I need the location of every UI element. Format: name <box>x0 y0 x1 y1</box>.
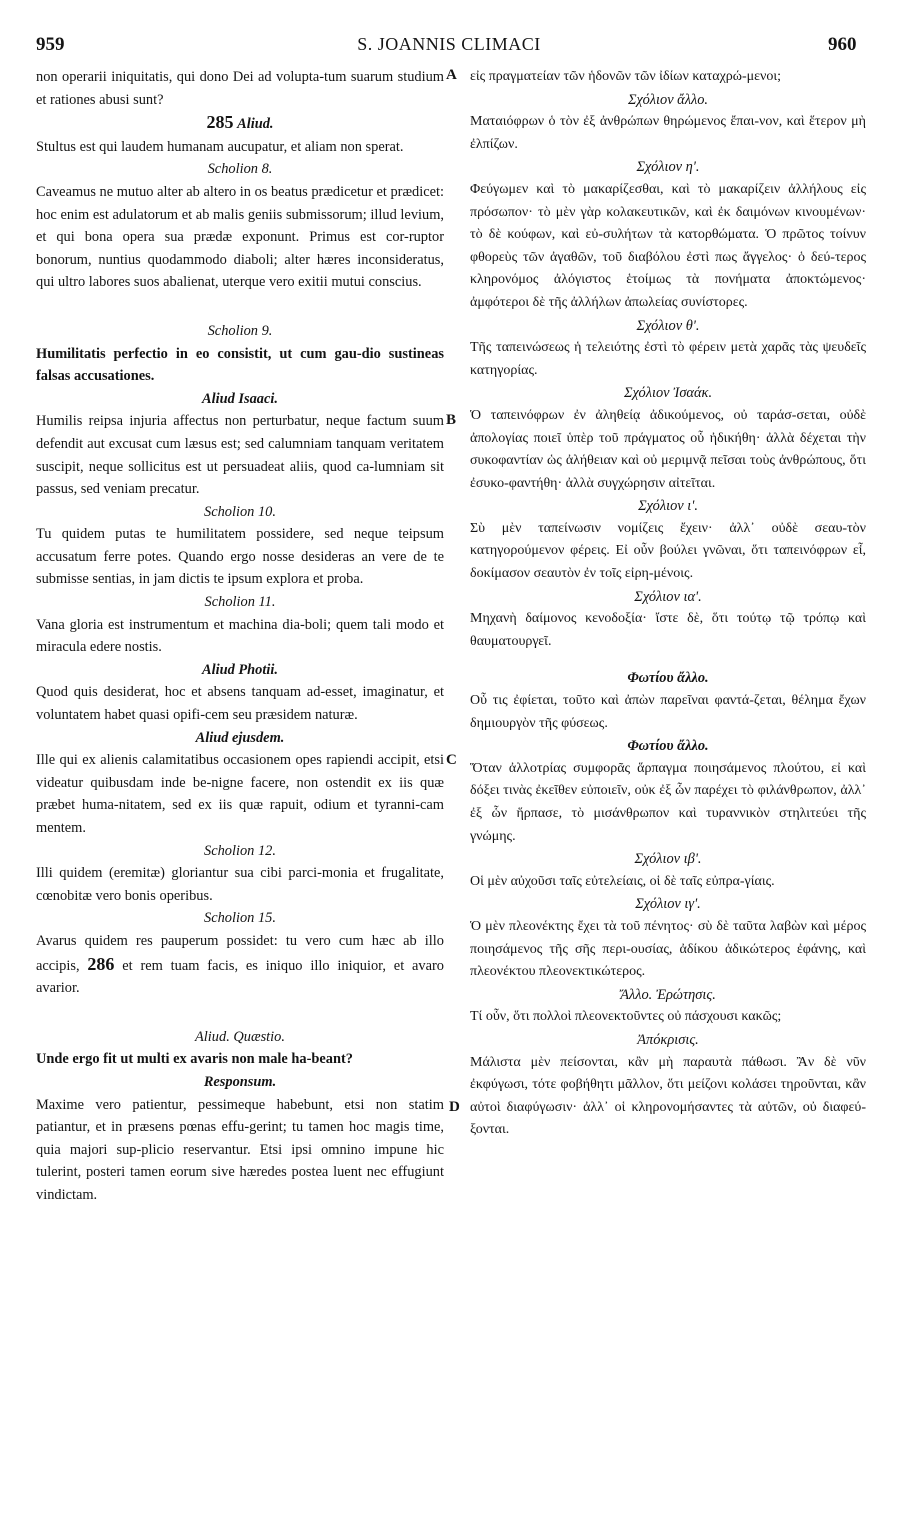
running-header <box>0 34 898 58</box>
section-heading: Σχόλιον ι'. <box>638 498 698 515</box>
section-heading: Aliud Photii. <box>202 661 278 678</box>
latin-paragraph: Ille qui ex alienis calamitatibus occasionem opes rapiendi accipit, etsi videatur quibusdam inde be-nigne facere, non ostendit ex iis quæ præbet huma-nitatem, sed ex iis quæ rapuit, odium et tyranni-cam mentem. <box>36 752 444 836</box>
column-number: 286 <box>87 953 115 974</box>
latin-paragraph: Illi quidem (eremitæ) gloriantur sua cibi parci-monia et frugalitate, cœnobitæ vero bonis operibus. <box>36 865 444 904</box>
greek-paragraph: εἰς πραγματείαν τῶν ἡδονῶν τῶν ἰδίων καταχρώ-μενοι; <box>470 69 782 84</box>
section-heading: Σχόλιον ἄλλο. <box>628 91 708 108</box>
latin-paragraph: Humilitatis perfectio in eo consistit, ut cum gau-dio sustineas falsas accusationes. <box>36 345 444 385</box>
greek-paragraph: Οὗ τις ἐφίεται, τοῦτο καὶ ἀπὼν παρεῖναι φαντά-ζεται, θέλημα ἔχων δημιουργὸν τῆς φύσεως. <box>470 693 866 731</box>
latin-paragraph <box>36 930 444 1000</box>
section-heading: Σχόλιον ιβ'. <box>634 851 702 868</box>
latin-paragraph: Unde ergo fit ut multi ex avaris non male ha-beant? <box>36 1051 353 1068</box>
latin-paragraph: Maxime vero patientur, pessimeque habebunt, etsi non statim patiantur, et in præsens pœnas effu-gerint; tu tamen hoc magis time, quia majori sup-plicio reservantur. Etsi ipsi omnino impune hic tulerint, posteri tamen eorum sive hæredes postea luent nec effugiunt vindictam. <box>36 1096 444 1203</box>
greek-paragraph: Μάλιστα μὲν πείσονται, κἂν μὴ παραυτὰ πάθωσι. Ἂν δὲ νῦν ἐκφύγωσι, τότε φοβήθητι μᾶλλον, ὅτι μείζονι κολάσει τηροῦνται, κἂν αὐτοὶ διαφύγωσιν· ἀλλ᾽ οἱ κληρονομήσαντες τὰ αὐτῶν, οὐ διαφεύ-ξονται. <box>470 1054 866 1138</box>
section-heading: Σχόλιον Ἰσαάκ. <box>623 385 713 402</box>
section-heading: Φωτίου ἄλλο. <box>627 670 709 687</box>
paragraph-text: et rem tuam facis, es iniquo illo iniquior, et avaro avarior. <box>36 957 444 997</box>
greek-paragraph: Τί οὖν, ὅτι πολλοὶ πλεονεκτοῦντες οὐ πάσχουσι κακῶς; <box>470 1009 782 1025</box>
section-heading: Φωτίου ἄλλο. <box>627 738 709 755</box>
latin-paragraph: Vana gloria est instrumentum et machina dia-boli; quem tali modo et miracula edere nostis. <box>36 616 444 656</box>
section-heading: Scholion 12. <box>204 842 276 859</box>
margin-letter-a: A <box>446 67 457 83</box>
section-heading: Aliud. Quæstio. <box>195 1028 285 1045</box>
paragraph-text: Avarus quidem res pauperum possidet: tu vero cum hæc ab illo accipis, <box>36 932 444 974</box>
greek-paragraph: Ὁ ταπεινόφρων ἐν ἀληθείᾳ ἀδικούμενος, οὐ ταράσ-σεται, οὐδὲ ἀπολογίας ποιεῖ ὑπὲρ τοῦ πράγματος οὗ ἠδικήθη· ἀλλὰ δέχεται τὴν συκοφαντίαν ὡς ἀλήθειαν καὶ οὐ μεριμνᾷ πεῖσαι τοὺς ἀνθρώπους, ὅτι ἐσυκο-φαντήθη· ἀλλὰ συγχώρησιν αἰτεῖται. <box>470 407 866 491</box>
greek-paragraph: Ὅταν ἀλλοτρίας συμφορᾶς ἅρπαγμα ποιησάμενος πλούτου, εἰ καὶ δόξει τινὰς ἐκεῖθεν εὐποιεῖν, οὐκ ἐξ ὧν παρέχει τὸ φιλάνθρωπον, ἀλλ᾽ ἐξ ὧν ἥρπασε, τὸ μισάνθρωπον καὶ τυραννικὸν στηλιτεύει τῆς γνώμης. <box>470 760 866 844</box>
section-heading: Scholion 8. <box>207 161 273 178</box>
latin-column <box>36 66 444 1207</box>
margin-letter-d: D <box>449 1099 460 1115</box>
section-heading: Ἄλλο. Ἐρώτησις. <box>620 986 716 1003</box>
greek-paragraph: Ὁ μὲν πλεονέκτης ἔχει τὰ τοῦ πένητος· σὺ δὲ ταῦτα λαβὼν καὶ μέρος ποιησάμενος τῆς σῆς περι-ουσίας, ἀδίκου ἀδικώτερος ἐφάνης, καὶ πλεονέκτου πλεονεκτικώτερος. <box>470 918 866 980</box>
greek-paragraph: Φεύγωμεν καὶ τὸ μακαρίζεσθαι, καὶ τὸ μακαρίζειν ἀλλήλους εἰς πρόσωπον· τὸ μὲν γὰρ κολακευτικῶν, καὶ ἐκ δαιμόνων κινουμένων· τὸ δὲ κούφων, καὶ εὐ-συλήτων τὰ κατορθώματα. Ὁ πρῶτος τοίνυν φθορεὺς τῶν ἀγαθῶν, τοῦ διαβόλου ἐστὶ πως ἄγγελος· ὁ δεύ-τερος κληρονόμος ἀλόγιστος ἑτοίμως τὰ πονήματα ἀποκτώμενος· ἀμφότεροι δὲ τῆς ἀλλήλων ἀπωλείας συνίστορες. <box>470 181 866 310</box>
greek-column <box>470 66 866 1142</box>
section-heading: Aliud Isaaci. <box>202 390 278 407</box>
section-heading: Scholion 15. <box>204 910 276 927</box>
section-heading: Σχόλιον η'. <box>636 159 700 176</box>
latin-paragraph: non operarii iniquitatis, qui dono Dei ad volupta-tum suarum studium et rationes abusi sunt? <box>36 69 444 108</box>
page-number-right: 960 <box>828 34 857 55</box>
greek-paragraph: Ματαιόφρων ὁ τὸν ἐξ ἀνθρώπων θηρώμενος ἔπαι-νον, καὶ ἕτερον μὴ ἐλπίζων. <box>470 114 866 152</box>
margin-letter-c: C <box>446 752 457 768</box>
section-heading: Σχόλιον ια'. <box>634 588 702 605</box>
running-title: S. JOANNIS CLIMACI <box>357 34 541 54</box>
greek-paragraph: Τῆς ταπεινώσεως ἡ τελειότης ἐστὶ τὸ φέρειν μετὰ χαρᾶς τὰς ψευδεῖς κατηγορίας. <box>470 340 866 378</box>
section-heading: Ἀπόκρισις. <box>637 1031 699 1048</box>
section-heading: Aliud ejusdem. <box>195 729 285 746</box>
latin-paragraph: Quod quis desiderat, hoc et absens tanquam ad-esset, imaginatur, et voluntatem habet quasi opifi-cem seu præsidem naturæ. <box>36 684 444 724</box>
latin-paragraph: Caveamus ne mutuo alter ab altero in os beatus prædicetur et prædicet: hoc enim est adulatorum et ab malis geniis submissorum; illud levium, et qui bona opera sua prædæ exponunt. Primus est cor-ruptor bonorum, nuntius quodammodo diaboli; alter hæres inconsideratus, qui ultro labores suos abalienat, uterque vero exitii mutui conscius. <box>36 183 445 291</box>
section-heading: Scholion 11. <box>204 594 276 611</box>
greek-paragraph: Μηχανὴ δαίμονος κενοδοξία· ἴστε δὲ, ὅτι τούτῳ τῷ τρόπῳ καὶ θαυματουργεῖ. <box>470 611 866 649</box>
margin-letter-b: B <box>446 412 457 428</box>
latin-paragraph: Tu quidem putas te humilitatem possidere, sed neque teipsum accusatum ferre potes. Quando ergo nosse desideras an vere de te submisse sentias, in jam dictis te ipsum explora et proba. <box>36 526 444 588</box>
column-number: 285 <box>206 112 234 133</box>
section-heading <box>36 111 444 136</box>
section-heading: Responsum. <box>203 1073 277 1090</box>
section-heading: Scholion 10. <box>204 503 276 520</box>
latin-paragraph: Humilis reipsa injuria affectus non perturbatur, neque factum suum defendit aut excusat cum læsus est; sed calumniam tanquam veritatem suscipit, neque sollicitus est ut persuadeat aliis, quod ca-lumniam sit passus, sed veniam precatur. <box>36 413 444 498</box>
greek-paragraph: Οἱ μὲν αὐχοῦσι ταῖς εὐτελείαις, οἱ δὲ ταῖς εὐπρα-γίαις. <box>470 873 775 889</box>
latin-paragraph: Stultus est qui laudem humanam aucupatur, et aliam non sperat. <box>36 138 404 155</box>
greek-paragraph: Σὺ μὲν ταπείνωσιν νομίζεις ἔχειν· ἀλλ᾽ οὐδὲ σεαυ-τὸν κατηγορούμενον φέρεις. Εἰ οὖν βούλει γνῶναι, ὅτι ταπεινόφρων εἶ, δοκίμασον σεαυτὸν ἐν τοῖς εἰρη-μένοις. <box>470 520 866 582</box>
heading-text: Aliud. <box>237 116 274 133</box>
section-heading: Σχόλιον ιγ'. <box>635 896 701 913</box>
page-number-left: 959 <box>36 34 65 55</box>
section-heading: Scholion 9. <box>207 322 273 339</box>
section-heading: Σχόλιον θ'. <box>636 317 700 334</box>
